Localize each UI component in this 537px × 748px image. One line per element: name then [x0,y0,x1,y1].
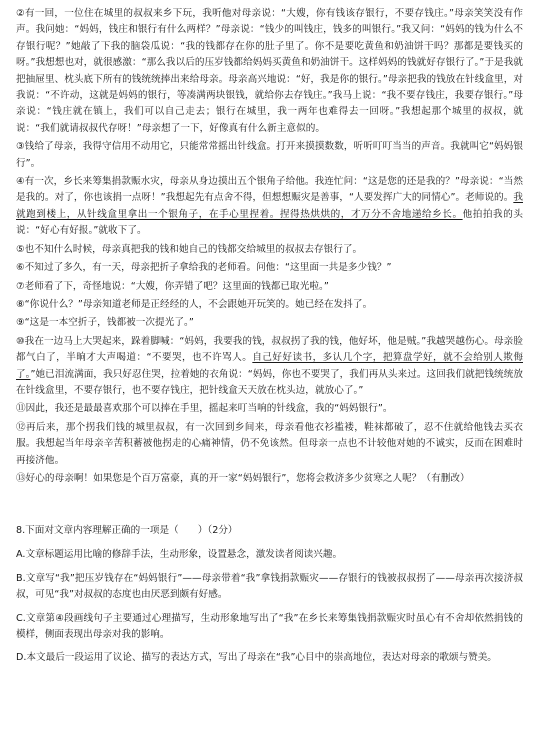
paragraph-text: ②有一回，一位住在城里的叔叔来乡下玩，我听他对母亲说：“大嫂，你有钱该存银行，不要存钱庄。”母亲笑笑没有作声。我问她：“妈妈，钱庄和银行有什么两样？”母亲说：“钱少的叫钱庄，钱多的叫银行。”我又问：“妈妈的钱为什么不存银行呢？”她敲了下我的脑袋瓜说：“我的钱都存在你的肚子里了。你不是要吃黄鱼和奶油饼干吗？那都是要钱买的呀。”我想想也对，就很感激：“那么我以后的压岁钱都给妈妈买黄鱼和奶油饼干。这样妈妈的钱就好存银行了。”于是我就把抽屉里、枕头底下所有的钱统统捧出来给母亲。母亲高兴地说：“好，我是你的银行。”母亲把我的钱放在针线盒里，对我说：“不许动，这就是妈妈的银行，等凑满两块银钱，就给你去存钱庄。”我马上说：“我不要存钱庄，我要存银行。”母亲说：“钱庄就在镇上，我们可以自己走去；银行在城里，我一两年也难得去一回呀。”我想起那个城里的叔叔，就说：“我们就请叔叔代存呀！”母亲想了一下，好像真有什么新主意似的。 [16,8,523,134]
paragraph-text: ⑧“你说什么？”母亲知道老师是正经经的人，不会跟她开玩笑的。她已经在发抖了。 [16,298,373,310]
paragraph-text: ⑪因此，我还是最最喜欢那个可以捧在手里，摇起来叮当响的针线盒，我的“妈妈银行”。 [16,403,393,415]
paragraph-text: ③钱给了母亲，我得守信用不动用它，只能常常摇出针线盒。打开来摸摸数数，听听叮叮当当的声音。我就叫它“妈妈银行”。 [16,141,523,169]
passage-paragraph [16,297,523,313]
paragraph-text: ⑫再后来，那个拐我们钱的城里叔叔，有一次回到乡间来，母亲看他衣衫褴褛，鞋袜都破了，忍不住就给他钱去买衣服。我想起当年母亲辛苦积蓄被他拐走的心痛神情，仍不免该然。但母亲一点也不计较他对她的不诚实，反而在困难时再接济他。 [16,421,523,466]
passage-paragraph [16,401,523,417]
passage-paragraph [16,471,523,487]
underlined-sentence: 我就跑到楼上，从针线盒里拿出一个银角子，在手心里捏着。捏得热烘烘的，才万分不舍地递给乡长。 [16,192,523,220]
paragraph-text: ⑩我在一边马上大哭起来，跺着脚喊：“妈妈，我要我的钱，叔叔拐了我的钱，他好坏，他是贼。”我越哭越伤心。母亲脸都气白了，半晌才大声喝道：“不要哭，也不许骂人。 [16,335,523,364]
passage-paragraph [16,139,523,172]
paragraph-text: ⑥不知过了多久，有一天，母亲把折子拿给我的老师看。问他：“这里面一共是多少钱？” [16,262,392,274]
option-b: B.文章写“我”把压岁钱存在“妈妈银行”——母亲带着“我”拿钱捐款赈灾——存银行的钱被叔叔拐了——母亲再次接济叔叔，可见“我”对叔叔的态度也由厌恶到颇有好感。 [16,572,523,601]
paragraph-text: ⑨“这是一本空折子，钱都被一次提光了。” [16,317,194,329]
passage-paragraph [16,242,523,258]
passage-paragraph [16,6,523,137]
question-block [16,523,523,666]
underlined-sentence: 自己好好读书，多认几个字，把算盘学好，就不会给别人欺侮了。 [16,352,523,380]
paragraph-text: ⑦老师看了下，奇怪地说：“大嫂，你弄错了吧？这里面的钱都已取光啦。” [16,280,329,292]
paragraph-text: ④有一次，乡长来筹集捐款赈水灾，母亲从身边摸出五个银角子给他。我连忙问：“这是您的还是我的？”母亲说：“当然是我的。对了，你也该捐一点呀！”我想起先有点舍不得，但想想赈灾是善事，“人要发挥广大的同情心”。老师说的。 [16,176,523,204]
passage-paragraph [16,174,523,240]
option-c: C.文章第④段画线句子主要通过心理描写，生动形象地写出了“我”在乡长来筹集钱捐款赈灾时虽心有不舍却依然捐钱的模样，侧面表现出母亲对我的影响。 [16,612,523,640]
passage-paragraph [16,315,523,331]
question-title: 8.下面对文章内容理解正确的一项是（ ）（2分） [16,525,238,537]
paragraph-text: ”她已泪流满面，我只好忍住哭，拉着她的衣角说：“妈妈，你也不要哭了，我们再从头来过。这回我们就把钱统统放在针线盒里，不要存银行，也不要存钱庄，把针线盒天天放在枕头边，就放心了。” [16,368,523,396]
passage-paragraph [16,260,523,276]
paragraph-text: 他拍拍我的头说：“好心有好报。”就收下了。 [16,208,523,237]
section-gap [16,489,523,523]
passage-paragraph [16,334,523,400]
paragraph-text: ⑬好心的母亲啊！如果您是个百万富豪，真的开一家“妈妈银行”，您将会救济多少贫寒之人呢？（有删改） [16,472,470,484]
passage-paragraph [16,279,523,295]
option-a: A.文章标题运用比喻的修辞手法，生动形象，设置悬念，激发读者阅读兴趣。 [16,549,343,561]
passage-paragraph [16,420,523,469]
option-d: D.本文最后一段运用了议论、描写的表达方式，写出了母亲在“我”心目中的崇高地位，表达对母亲的歌颂与赞美。 [16,652,497,664]
reading-passage [16,6,523,487]
paragraph-text: ⑤也不知什么时候，母亲真把我的钱和她自己的钱都交给城里的叔叔去存银行了。 [16,243,363,255]
